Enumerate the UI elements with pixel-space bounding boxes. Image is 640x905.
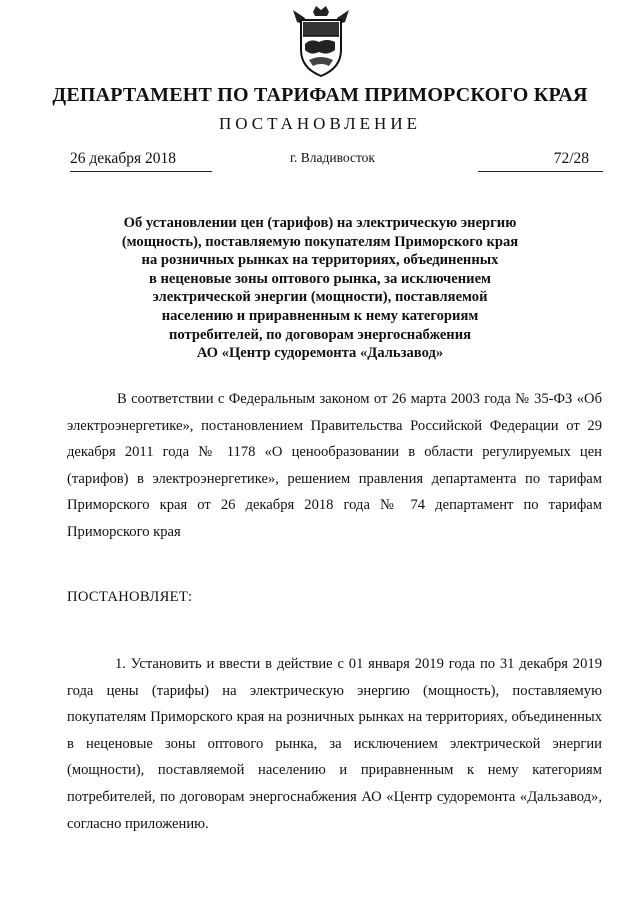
title-line: населению и приравненным к нему категориям (161, 307, 479, 324)
department-name: ДЕПАРТАМЕНТ ПО ТАРИФАМ ПРИМОРСКОГО КРАЯ (52, 84, 588, 106)
coat-of-arms-icon (289, 4, 353, 78)
document-number: 72/28 (553, 150, 589, 167)
document-title (80, 214, 560, 363)
document-number-field (478, 150, 603, 172)
document-city: г. Владивосток (290, 150, 375, 165)
item-1-paragraph: 1. Установить и ввести в действие с 01 января 2019 года по 31 декабря 2019 года цены (тарифы) на электрическую энергию (мощность), поставляемую покупателям Приморского края на розничных рынках на территориях, объединенных в неценовые зоны оптового рынка, за исключением электрической энергии (мощности), поставляемой населению и приравненным к нему категориям потребителей, по договорам энергоснабжения АО «Центр судоремонта «Дальзавод», согласно приложению. (67, 656, 602, 832)
preamble-paragraph: В соответствии с Федеральным законом от 26 марта 2003 года № 35-ФЗ «Об электроэнергетике», постановлением Правительства Российской Федерации от 29 декабря 2011 года № 1178 «О ценообразовании в области регулируемых цен (тарифов) в электроэнергетике», решением правления департамента по тарифам Приморского края от 26 декабря 2018 года № 74 департамент по тарифам Приморского края (67, 391, 602, 540)
title-line: потребителей, по договорам энергоснабжения (168, 326, 472, 343)
document-type: ПОСТАНОВЛЕНИЕ (218, 114, 421, 133)
title-line: в неценовые зоны оптового рынка, за исключением (148, 270, 491, 287)
title-line: АО «Центр судоремонта «Дальзавод» (196, 345, 444, 362)
resolves-heading: ПОСТАНОВЛЯЕТ: (67, 589, 193, 605)
title-line: (мощность), поставляемую покупателям Приморского края (121, 233, 519, 250)
title-line: на розничных рынках на территориях, объединенных (141, 252, 499, 269)
title-line: Об установлении цен (тарифов) на электрическую энергию (123, 215, 517, 231)
document-date: 26 декабря 2018 (70, 150, 212, 172)
title-line: электрической энергии (мощности), поставляемой (152, 289, 488, 306)
